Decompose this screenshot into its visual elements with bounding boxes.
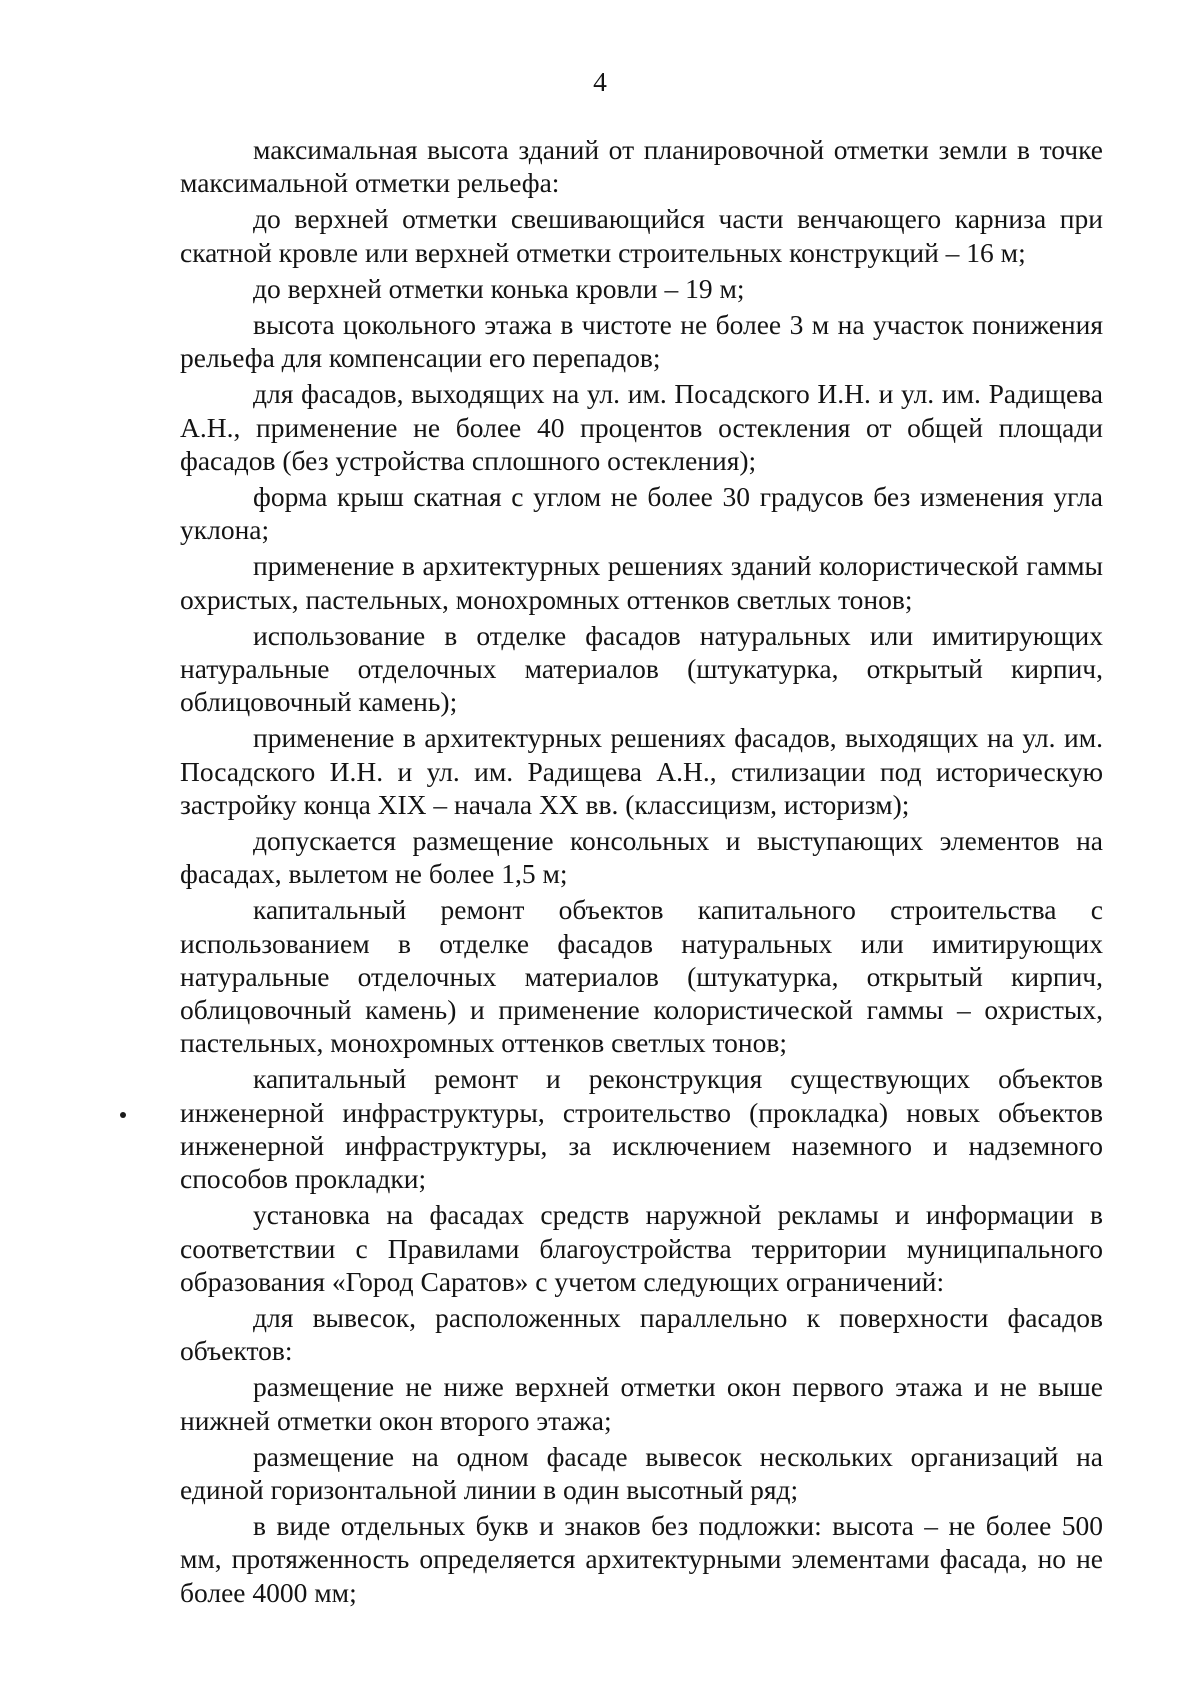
paragraph-roof-shape: форма крыш скатная с углом не более 30 градусов без изменения угла уклона; bbox=[180, 481, 1103, 546]
paragraph-cornice-height: до верхней отметки свешивающийся части венчающего карниза при скатной кровле или верхней отметки строительных конструкций – 16 м; bbox=[180, 203, 1103, 268]
margin-dot-mark bbox=[120, 1112, 126, 1118]
paragraph-signs-placement: размещение не ниже верхней отметки окон первого этажа и не выше нижней отметки окон второго этажа; bbox=[180, 1371, 1103, 1436]
document-body bbox=[180, 133, 1103, 1609]
paragraph-max-height: максимальная высота зданий от планировочной отметки земли в точке максимальной отметки рельефа: bbox=[180, 134, 1103, 199]
paragraph-capital-repair: капитальный ремонт объектов капитального строительства с использованием в отделке фасадов натуральных или имитирующих натуральные отделочных материалов (штукатурка, открытый кирпич, облицовочный камень) и применение колористической гаммы – охристых, пастельных, монохромных оттенков светлых тонов; bbox=[180, 894, 1103, 1059]
paragraph-cantilever-elements: допускается размещение консольных и выступающих элементов на фасадах, вылетом не более 1,5 м; bbox=[180, 825, 1103, 890]
paragraph-signs-single-row: размещение на одном фасаде вывесок нескольких организаций на единой горизонтальной линии в один высотный ряд; bbox=[180, 1440, 1103, 1505]
paragraph-color-scheme: применение в архитектурных решениях зданий колористической гаммы охристых, пастельных, монохромных оттенков светлых тонов; bbox=[180, 550, 1103, 615]
paragraph-infrastructure: капитальный ремонт и реконструкция существующих объектов инженерной инфраструктуры, строительство (прокладка) новых объектов инженерной инфраструктуры, за исключением наземного и надземного способов прокладки; bbox=[180, 1063, 1103, 1195]
paragraph-ridge-height: до верхней отметки конька кровли – 19 м; bbox=[253, 272, 745, 304]
page-number: 4 bbox=[593, 66, 607, 97]
paragraph-advertising: установка на фасадах средств наружной рекламы и информации в соответствии с Правилами благоустройства территории муниципального образования «Город Саратов» с учетом следующих ограничений: bbox=[180, 1199, 1103, 1297]
paragraph-facade-materials: использование в отделке фасадов натуральных или имитирующих натуральные отделочных материалов (штукатурка, открытый кирпич, облицовочный камень); bbox=[180, 619, 1103, 718]
paragraph-signs-letters: в виде отдельных букв и знаков без подложки: высота – не более 500 мм, протяженность определяется архитектурными элементами фасада, но не более 4000 мм; bbox=[180, 1510, 1103, 1608]
paragraph-signs-parallel: для вывесок, расположенных параллельно к поверхности фасадов объектов: bbox=[180, 1301, 1103, 1367]
paragraph-glazing-limit: для фасадов, выходящих на ул. им. Посадского И.Н. и ул. им. Радищева А.Н., применение не более 40 процентов остекления от общей площади фасадов (без устройства сплошного остекления); bbox=[180, 378, 1103, 476]
paragraph-historic-stylization: применение в архитектурных решениях фасадов, выходящих на ул. им. Посадского И.Н. и ул. им. Радищева А.Н., стилизации под историческую застройку конца XIX – начала XX вв. (классицизм, историзм); bbox=[180, 722, 1103, 820]
paragraph-basement-height: высота цокольного этажа в чистоте не более 3 м на участок понижения рельефа для компенсации его перепадов; bbox=[180, 309, 1103, 374]
